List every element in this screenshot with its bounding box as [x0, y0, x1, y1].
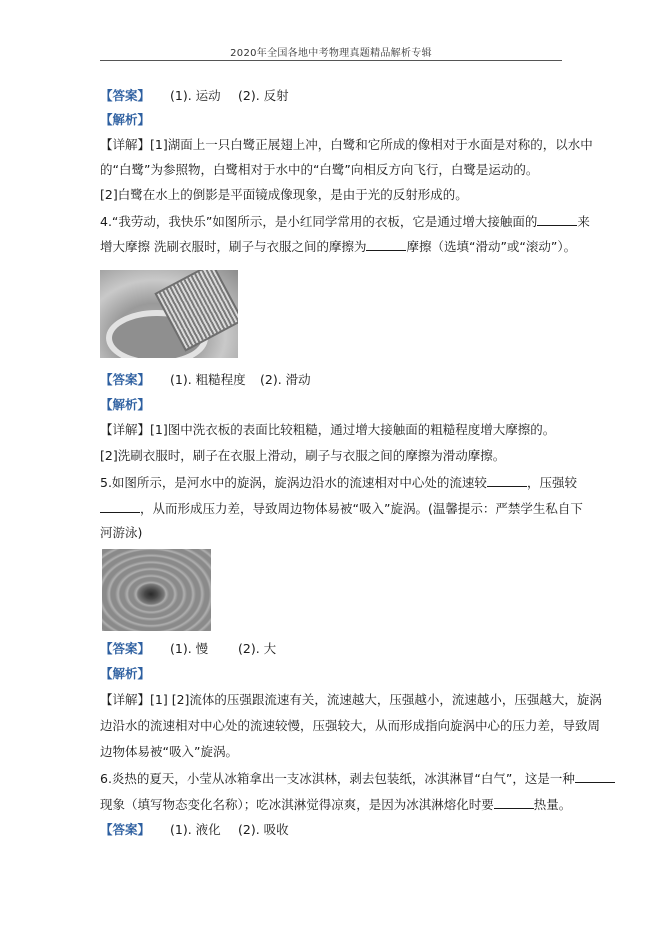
q4-stem-line-1 [100, 213, 590, 230]
fill-blank [575, 770, 615, 783]
q4-analysis-row [100, 397, 570, 413]
answer-1: (1). 慢 [170, 641, 209, 656]
detail-tag: 【详解】 [100, 422, 151, 437]
q5-stem-text: 5.如图所示，是河水中的旋涡，旋涡边沿水的流速相对中心处的流速较 [100, 475, 487, 490]
q4-stem-text: 4.“我劳动，我快乐”如图所示，是小红同学常用的衣板，它是通过增大接触面的 [100, 214, 538, 229]
q5-detail-line-2: 边沿水的流速相对中心处的流速较慢，压强较大，从而形成指向旋涡中心的压力差，导致周 [100, 718, 601, 733]
fill-blank [494, 796, 534, 809]
whirlpool-photo [102, 549, 211, 631]
q6-stem-text-end: 热量。 [533, 797, 572, 812]
answer-1: (1). 运动 [170, 88, 221, 103]
q3-detail-line-3: [2]白鹭在水上的倒影是平面镜成像现象，是由于光的反射形成的。 [100, 187, 468, 202]
header-rule [100, 60, 562, 61]
answer-tag: 【答案】 [100, 641, 151, 656]
q5-analysis-row [100, 666, 570, 682]
q4-stem-text: 增大摩擦 洗刷衣服时，刷子与衣服之间的摩擦为 [100, 239, 367, 254]
q6-stem-text: 6.炎热的夏天，小莹从冰箱拿出一支冰淇林，剥去包装纸，冰淇淋冒“白气”，这是一种 [100, 771, 575, 786]
analysis-tag: 【解析】 [100, 666, 151, 681]
analysis-tag: 【解析】 [100, 397, 151, 412]
q5-stem-text-end: ，压强较 [526, 475, 577, 490]
analysis-tag: 【解析】 [100, 112, 151, 127]
q4-detail-line-2: [2]洗刷衣服时，刷子在衣服上滑动，刷子与衣服之间的摩擦为滑动摩擦。 [100, 448, 506, 463]
answer-2: (2). 滑动 [260, 372, 311, 387]
detail-text: [1]湖面上一只白鹭正展翅上冲，白鹭和它所成的像相对于水面是对称的，以水中 [150, 137, 593, 152]
q4-stem-text-end: 摩擦（选填“滑动”或“滚动”）。 [406, 239, 577, 254]
q5-detail-line-1 [100, 692, 602, 708]
answer-tag: 【答案】 [100, 822, 151, 837]
answer-2: (2). 反射 [238, 88, 289, 103]
q6-stem-line-2 [100, 796, 570, 813]
q6-stem-text: 现象（填写物态变化名称）；吃冰淇淋觉得凉爽，是因为冰淇淋熔化时要 [100, 797, 494, 812]
detail-text: [1]图中洗衣板的表面比较粗糙，通过增大接触面的粗糙程度增大摩擦的。 [150, 422, 556, 437]
answer-1: (1). 液化 [170, 822, 221, 837]
q6-answer-row [100, 822, 570, 838]
q5-detail-line-3: 边物体易被“吸入”旋涡。 [100, 744, 238, 759]
detail-text: [1] [2]流体的压强跟流速有关，流速越大，压强越小，流速越小，压强越大，旋涡 [150, 692, 602, 707]
q5-stem-line-3: 河游泳) [100, 525, 143, 540]
page-header: 2020年全国各地中考物理真题精品解析专辑 [230, 48, 432, 59]
answer-tag: 【答案】 [100, 88, 151, 103]
q3-answer-row [100, 88, 570, 104]
answer-tag: 【答案】 [100, 372, 151, 387]
fill-blank [487, 474, 527, 487]
q4-answer-row [100, 372, 570, 388]
fill-blank [100, 500, 140, 513]
fill-blank [537, 213, 577, 226]
detail-tag: 【详解】 [100, 692, 151, 707]
q4-detail-line-1 [100, 422, 570, 438]
q3-analysis-row [100, 112, 570, 128]
q4-stem-line-2 [100, 238, 577, 255]
fill-blank [366, 238, 406, 251]
q5-stem-line-2 [100, 500, 583, 517]
q6-stem-line-1 [100, 770, 575, 787]
answer-2: (2). 吸收 [238, 822, 289, 837]
q4-stem-text-end: 来 [577, 214, 590, 229]
answer-1: (1). 粗糙程度 [170, 372, 246, 387]
q5-answer-row [100, 641, 570, 657]
answer-2: (2). 大 [238, 641, 277, 656]
washboard-photo [100, 270, 238, 358]
q5-stem-text: ，从而形成压力差，导致周边物体易被“吸入”旋涡。(温馨提示：严禁学生私自下 [140, 501, 583, 516]
q3-detail-line-2: 的“白鹭”为参照物，白鹭相对于水中的“白鹭”向相反方向飞行，白鹭是运动的。 [100, 162, 539, 177]
detail-tag: 【详解】 [100, 137, 151, 152]
q3-detail-line-1 [100, 137, 593, 153]
q5-stem-line-1 [100, 474, 577, 491]
